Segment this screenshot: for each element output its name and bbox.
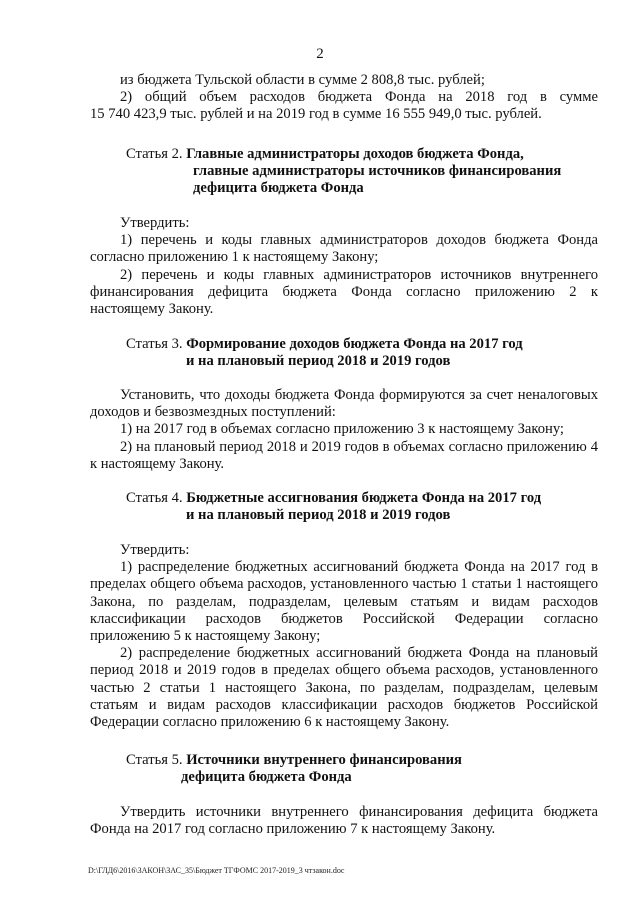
article-2-paragraph-1: 1) перечень и коды главных администраторов доходов бюджета Фонда согласно приложению 1 к настоящему Закону; <box>90 232 598 266</box>
article-5-body <box>90 804 598 838</box>
article-4-title-line-2: и на плановый период 2018 и 2019 годов <box>186 507 451 524</box>
article-5-title-line-1: Источники внутреннего финансирования <box>186 752 462 768</box>
article-2-title-line-3: дефицита бюджета Фонда <box>193 180 364 197</box>
article-2 <box>90 146 598 198</box>
article-2-label: Статья 2. <box>126 146 183 162</box>
article-3-paragraph-1: 1) на 2017 год в объемах согласно приложению 3 к настоящему Закону; <box>120 421 564 438</box>
article-3 <box>90 336 598 370</box>
article-5-label: Статья 5. <box>126 752 183 768</box>
article-2-title-line-1: Главные администраторы доходов бюджета Фонда, <box>186 146 524 162</box>
article-5 <box>90 752 598 786</box>
article-2-heading <box>90 146 598 198</box>
article-3-heading <box>90 336 598 370</box>
article-2-paragraph-2: 2) перечень и коды главных администраторов источников внутреннего финансирования дефицита бюджета Фонда согласно приложению 2 к настоящему Закону. <box>90 266 598 318</box>
article-2-title-line-2: главные администраторы источников финансирования <box>193 163 562 180</box>
article-4-paragraph-1: 1) распределение бюджетных ассигнований бюджета Фонда на 2017 год в пределах общего объема расходов, установленного частью 1 статьи 1 настоящего Закона, по разделам, подразделам, целевым статьям и видам расходов классификации расходов бюджетов Российской Федерации согласно приложению 5 к настоящему Закону; <box>90 559 598 645</box>
intro-line-1: из бюджета Тульской области в сумме 2 808,8 тыс. рублей; <box>120 72 485 88</box>
article-2-paragraph-0: Утвердить: <box>120 215 190 231</box>
intro-item-2-line-1: 2) общий объем расходов бюджета Фонда на 2018 год в сумме <box>120 89 598 106</box>
article-3-paragraph-2: 2) на плановый период 2018 и 2019 годов в объемах согласно приложению 4 к настоящему Закону. <box>90 438 598 472</box>
article-3-title-line-1: Формирование доходов бюджета Фонда на 2017 год <box>186 336 523 352</box>
intro-item-2-line-2: 15 740 423,9 тыс. рублей и на 2019 год в сумме 16 555 949,0 тыс. рублей. <box>90 106 542 123</box>
article-4-label: Статья 4. <box>126 490 183 506</box>
article-3-title-line-2: и на плановый период 2018 и 2019 годов <box>186 353 451 370</box>
article-4-title-line-1: Бюджетные ассигнования бюджета Фонда на 2017 год <box>186 490 542 506</box>
article-4-body <box>90 542 598 731</box>
article-4-heading <box>90 490 598 524</box>
article-5-heading <box>90 752 598 786</box>
article-2-body <box>90 215 598 318</box>
file-path-footer: D:\ГЛД6\2016\ЗАКОН\ЗАС_35\Бюджет ТГФОМС 2017-2019_3 чтзакон.doc <box>88 866 345 875</box>
article-4 <box>90 490 598 524</box>
article-4-paragraph-2: 2) распределение бюджетных ассигнований бюджета Фонда на плановый период 2018 и 2019 годов в пределах общего объема расходов, установленного частью 2 статьи 1 настоящего Закона, по разделам, подразделам, целевым статьям и видам расходов классификации расходов бюджетов Российской Федерации согласно приложению 6 к настоящему Закону. <box>90 645 598 731</box>
page-number: 2 <box>316 46 324 62</box>
article-4-paragraph-0: Утвердить: <box>120 542 190 558</box>
article-5-title-line-2: дефицита бюджета Фонда <box>181 769 352 786</box>
intro-block <box>90 72 598 124</box>
article-5-paragraph-0: Утвердить источники внутреннего финансирования дефицита бюджета Фонда на 2017 год согласно приложению 7 к настоящему Закону. <box>90 804 598 838</box>
article-3-label: Статья 3. <box>126 336 183 352</box>
article-3-paragraph-0: Установить, что доходы бюджета Фонда формируются за счет неналоговых доходов и безвозмездных поступлений: <box>90 387 598 421</box>
article-3-body <box>90 387 598 473</box>
